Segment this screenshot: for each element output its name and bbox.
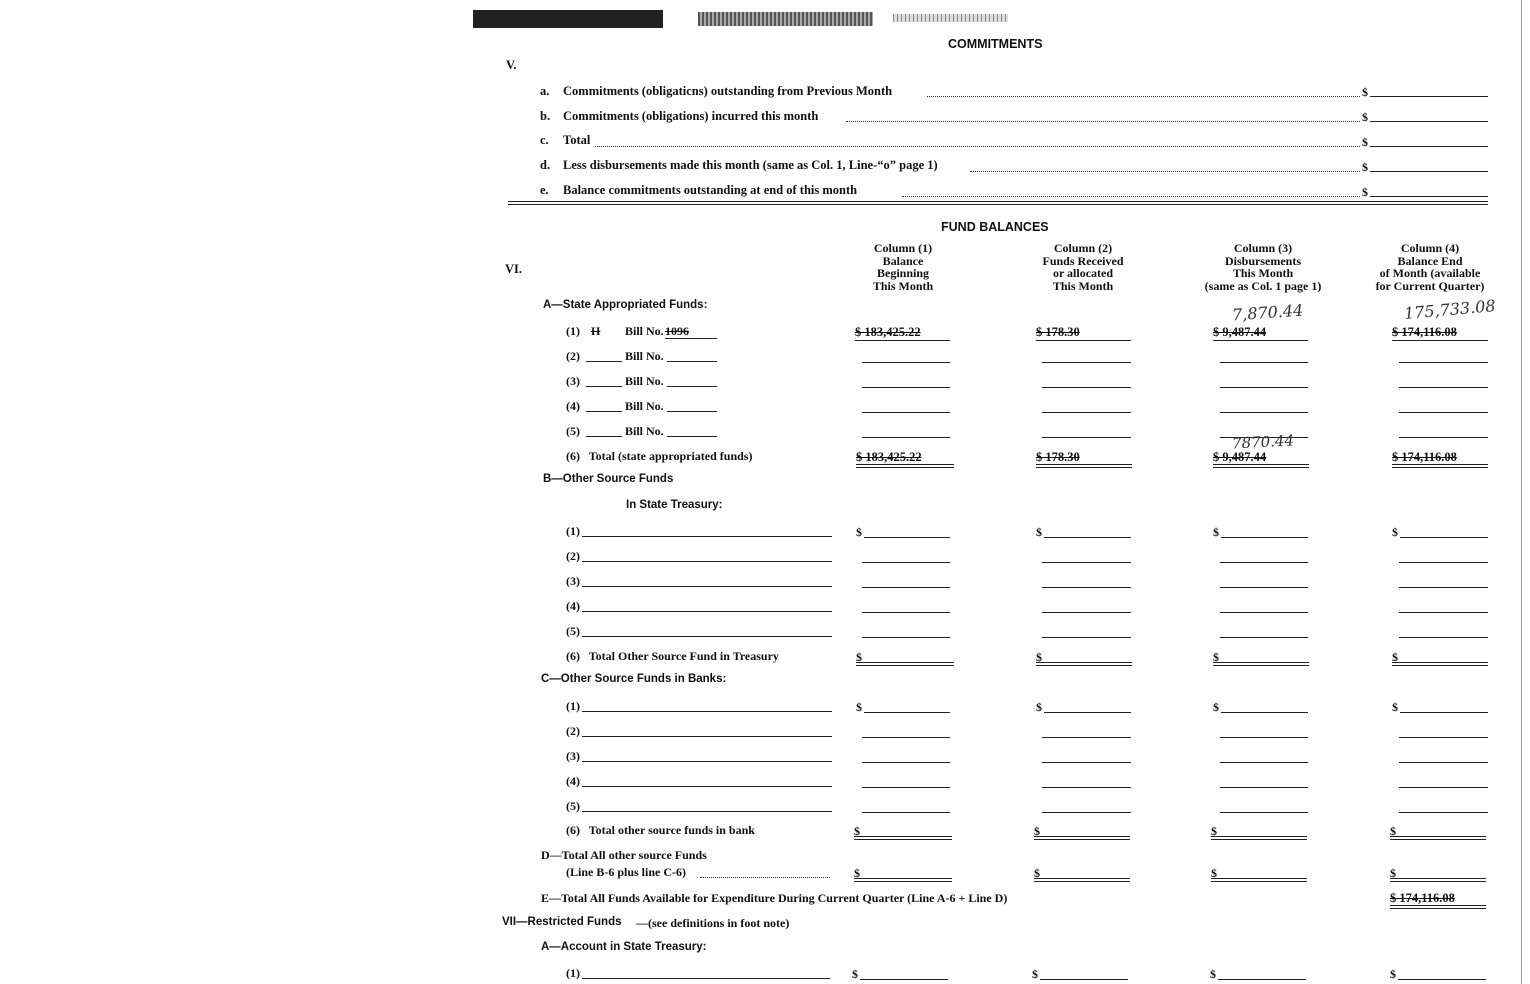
col3-total-field[interactable] xyxy=(1213,662,1309,663)
col1-field[interactable] xyxy=(862,737,950,738)
redaction-bar-1 xyxy=(473,10,663,28)
col2-field[interactable] xyxy=(1042,812,1131,813)
right-page-edge xyxy=(1521,0,1522,984)
redaction-bar-3 xyxy=(893,14,1008,22)
dollar-sign: $ xyxy=(856,525,862,539)
col4-field[interactable] xyxy=(1399,612,1488,613)
dollar-sign: $ xyxy=(856,700,862,714)
col2-field[interactable] xyxy=(1042,562,1131,563)
row-number: (3) xyxy=(566,574,580,588)
col4-field[interactable] xyxy=(1400,537,1488,538)
column-3-header: Column (3) Disbursements This Month (same as Col. 1 page 1) xyxy=(1204,241,1322,293)
col2-total[interactable]: $ 178.30 xyxy=(1036,450,1080,464)
description-field[interactable] xyxy=(582,611,832,612)
total-label: (6) Total Other Source Fund in Treasury xyxy=(566,649,779,663)
handwritten-col4-row1: 175,733.08 xyxy=(1403,296,1497,323)
line-letter: d. xyxy=(540,158,551,172)
section-d-line1: D—Total All other source Funds xyxy=(541,848,707,862)
section-b-subheading: In State Treasury: xyxy=(626,499,723,511)
description-field[interactable] xyxy=(582,561,832,562)
bill-label: Bill No. xyxy=(625,374,664,388)
row-number: (3) xyxy=(566,374,580,388)
dollar-sign: $ xyxy=(1362,110,1368,124)
amount-field[interactable] xyxy=(1370,146,1488,147)
col2-total-field[interactable] xyxy=(1034,878,1130,879)
dollar-sign: $ xyxy=(1392,650,1398,664)
col3-field[interactable] xyxy=(1220,612,1308,613)
col1-field[interactable] xyxy=(862,787,950,788)
col4-field[interactable] xyxy=(1399,562,1488,563)
col4-field[interactable] xyxy=(1399,362,1488,363)
column-4-header: Column (4) Balance End of Month (available for Current Quarter) xyxy=(1375,241,1485,293)
dollar-sign: $ xyxy=(1213,700,1219,714)
handwritten-col3-row1: 7,870.44 xyxy=(1231,300,1304,325)
bill-label: Bill No. xyxy=(625,399,664,413)
col2-value[interactable]: $ 178.30 xyxy=(1036,325,1080,339)
total-label: (6) Total other source funds in bank xyxy=(566,823,755,837)
line-text: Commitments (obligaticns) outstanding from Previous Month xyxy=(563,84,893,98)
dollar-sign: $ xyxy=(1211,866,1217,880)
col1-field[interactable] xyxy=(862,587,950,588)
col2-field[interactable] xyxy=(1042,437,1131,438)
col3-field[interactable] xyxy=(1220,637,1308,638)
col4-field[interactable] xyxy=(1399,437,1488,438)
column-2-header: Column (2) Funds Received or allocated This Month xyxy=(1042,241,1124,293)
dollar-sign: $ xyxy=(856,650,862,664)
col4-field[interactable] xyxy=(1399,812,1488,813)
fund-balances-title: FUND BALANCES xyxy=(941,220,1049,234)
dollar-sign: $ xyxy=(1362,135,1368,149)
bill-number-field[interactable] xyxy=(667,411,717,412)
col2-field[interactable] xyxy=(1040,979,1128,980)
column-1-header: Column (1) Balance Beginning This Month xyxy=(872,241,934,293)
amount-field[interactable] xyxy=(1370,196,1488,197)
section-divider xyxy=(508,201,1488,202)
col4-total-field[interactable] xyxy=(1390,878,1486,879)
col3-field[interactable] xyxy=(1220,812,1308,813)
col4-field[interactable] xyxy=(1399,637,1488,638)
dollar-sign: $ xyxy=(854,866,860,880)
row-number: (4) xyxy=(566,599,580,613)
section-d-line2: (Line B-6 plus line C-6) xyxy=(566,865,687,879)
col3-field[interactable] xyxy=(1220,412,1308,413)
section-b-heading: B—Other Source Funds xyxy=(543,473,674,485)
line-letter: b. xyxy=(540,109,551,123)
col4-field[interactable] xyxy=(1399,387,1488,388)
col4-total-field[interactable] xyxy=(1390,836,1486,837)
col1-field[interactable] xyxy=(862,412,950,413)
row-number: (5) xyxy=(566,799,580,813)
dollar-sign: $ xyxy=(1036,650,1042,664)
amount-field[interactable] xyxy=(1370,96,1488,97)
col1-field[interactable] xyxy=(862,637,950,638)
col2-field[interactable] xyxy=(1042,412,1131,413)
col2-field[interactable] xyxy=(1042,762,1131,763)
col2-field[interactable] xyxy=(1042,362,1131,363)
col4-field[interactable] xyxy=(1399,787,1488,788)
col1-total-field[interactable] xyxy=(854,878,952,879)
dollar-sign: $ xyxy=(1213,650,1219,664)
dollar-sign: $ xyxy=(1390,967,1396,981)
bill-label: Bill No. xyxy=(625,324,664,338)
col3-field[interactable] xyxy=(1221,712,1308,713)
handwritten-col3-total: 7870.44 xyxy=(1231,431,1295,453)
dollar-sign: $ xyxy=(1362,160,1368,174)
dollar-sign: $ xyxy=(1036,525,1042,539)
col4-value[interactable]: $ 174,116.08 xyxy=(1392,325,1457,339)
restricted-funds-note: —(see definitions in foot note) xyxy=(636,916,790,930)
col3-field[interactable] xyxy=(1220,762,1308,763)
description-field[interactable] xyxy=(582,636,832,637)
bill-number-field[interactable] xyxy=(667,436,717,437)
dollar-sign: $ xyxy=(1392,525,1398,539)
dollar-sign: $ xyxy=(1390,824,1396,838)
col1-field[interactable] xyxy=(860,979,948,980)
section-c-heading: C—Other Source Funds in Banks: xyxy=(541,673,727,685)
row-number: (1) xyxy=(566,524,580,538)
redaction-bar-2 xyxy=(698,12,873,26)
col1-total-field[interactable] xyxy=(856,662,954,663)
row-number: (1) xyxy=(566,699,580,713)
section-vi-number: VI. xyxy=(505,262,523,276)
description-field[interactable] xyxy=(582,711,832,712)
row-number: (1) xyxy=(566,324,580,338)
line-letter: a. xyxy=(540,84,550,98)
col3-field[interactable] xyxy=(1220,737,1308,738)
dollar-sign: $ xyxy=(1362,85,1368,99)
description-field[interactable] xyxy=(582,811,832,812)
line-text: Total xyxy=(563,133,591,147)
row-number: (5) xyxy=(566,424,580,438)
section-e-text: E—Total All Funds Available for Expenditure During Current Quarter (Line A-6 + Line D) xyxy=(541,891,1008,905)
col4-total[interactable]: $ 174,116.08 xyxy=(1392,450,1457,464)
row-number: (1) xyxy=(566,966,580,980)
col1-field[interactable] xyxy=(862,762,950,763)
description-field[interactable] xyxy=(582,736,832,737)
col1-total[interactable]: $ 183,425.22 xyxy=(856,450,922,464)
col3-field[interactable] xyxy=(1220,387,1308,388)
col2-field[interactable] xyxy=(1042,637,1131,638)
col4-field[interactable] xyxy=(1399,587,1488,588)
col1-total-field[interactable] xyxy=(854,836,952,837)
col1-field[interactable] xyxy=(862,387,950,388)
section-v-number: V. xyxy=(506,58,517,72)
col3-field[interactable] xyxy=(1218,979,1306,980)
col3-total-field[interactable] xyxy=(1211,878,1307,879)
bill-number-field[interactable] xyxy=(667,386,717,387)
dollar-sign: $ xyxy=(1392,700,1398,714)
row-number: (3) xyxy=(566,749,580,763)
col4-field[interactable] xyxy=(1399,762,1488,763)
col4-field[interactable] xyxy=(1399,737,1488,738)
col2-total-field[interactable] xyxy=(1036,662,1132,663)
col3-value[interactable]: $ 9,487.44 xyxy=(1213,325,1267,339)
dollar-sign: $ xyxy=(1390,866,1396,880)
col3-field[interactable] xyxy=(1221,537,1308,538)
dollar-sign: $ xyxy=(854,824,860,838)
col3-field[interactable] xyxy=(1220,787,1308,788)
amount-field[interactable] xyxy=(1370,171,1488,172)
dollar-sign: $ xyxy=(1211,824,1217,838)
description-field[interactable] xyxy=(582,761,832,762)
col1-field[interactable] xyxy=(864,712,950,713)
bill-label: Bill No. xyxy=(625,349,664,363)
col1-field[interactable] xyxy=(864,537,950,538)
col2-field[interactable] xyxy=(1042,612,1131,613)
row-number: (2) xyxy=(566,549,580,563)
dollar-sign: $ xyxy=(1210,967,1216,981)
dollar-sign: $ xyxy=(1032,967,1038,981)
row-number: (2) xyxy=(566,724,580,738)
col2-field[interactable] xyxy=(1044,712,1131,713)
bill-number-field[interactable] xyxy=(667,361,717,362)
col2-field[interactable] xyxy=(1042,387,1131,388)
section-a-heading: A—State Appropriated Funds: xyxy=(543,299,708,311)
row-number: (4) xyxy=(566,774,580,788)
line-text: Commitments (obligations) incurred this month xyxy=(563,109,819,123)
dollar-sign: $ xyxy=(852,967,858,981)
col1-field[interactable] xyxy=(862,362,950,363)
restricted-account-heading: A—Account in State Treasury: xyxy=(541,941,707,953)
dollar-sign: $ xyxy=(1213,525,1219,539)
dollar-sign: $ xyxy=(1036,700,1042,714)
col2-field[interactable] xyxy=(1042,587,1131,588)
section-divider xyxy=(508,204,1488,205)
total-label: (6) Total (state appropriated funds) xyxy=(566,449,753,463)
col3-field[interactable] xyxy=(1220,362,1308,363)
col1-field[interactable] xyxy=(862,437,950,438)
line-text: Less disbursements made this month (same as Col. 1, Line-“o” page 1) xyxy=(563,158,938,172)
line-text: Balance commitments outstanding at end of this month xyxy=(563,183,858,197)
dollar-sign: $ xyxy=(1034,824,1040,838)
col3-total-field[interactable] xyxy=(1211,836,1307,837)
col4-total-field[interactable] xyxy=(1392,662,1488,663)
col2-field[interactable] xyxy=(1042,737,1131,738)
description-field[interactable] xyxy=(582,978,830,979)
line-letter: c. xyxy=(540,133,549,147)
col3-total[interactable]: $ 9,487.44 xyxy=(1213,450,1267,464)
col1-field[interactable] xyxy=(862,612,950,613)
bill-number[interactable]: 1096 xyxy=(665,324,689,338)
bill-label: Bill No. xyxy=(625,424,664,438)
description-field[interactable] xyxy=(582,786,832,787)
description-field[interactable] xyxy=(582,536,832,537)
col4-field[interactable] xyxy=(1399,412,1488,413)
row-number: (4) xyxy=(566,399,580,413)
row-number: (5) xyxy=(566,624,580,638)
line-letter: e. xyxy=(540,183,549,197)
amount-field[interactable] xyxy=(1370,121,1488,122)
col1-field[interactable] xyxy=(862,562,950,563)
col1-field[interactable] xyxy=(862,812,950,813)
col1-value[interactable]: $ 183,425.22 xyxy=(855,325,921,339)
dollar-sign: $ xyxy=(1034,866,1040,880)
col4-field[interactable] xyxy=(1398,979,1486,980)
col4-field[interactable] xyxy=(1400,712,1488,713)
description-field[interactable] xyxy=(582,586,832,587)
dollar-sign: $ xyxy=(1362,185,1368,199)
col2-field[interactable] xyxy=(1044,537,1131,538)
row-mark: H xyxy=(591,324,601,338)
col3-field[interactable] xyxy=(1220,587,1308,588)
row-number: (2) xyxy=(566,349,580,363)
grand-total-value[interactable]: $ 174,116.08 xyxy=(1390,891,1455,905)
col2-total-field[interactable] xyxy=(1034,836,1130,837)
commitments-title: COMMITMENTS xyxy=(948,37,1043,51)
col2-field[interactable] xyxy=(1042,787,1131,788)
col3-field[interactable] xyxy=(1220,562,1308,563)
restricted-funds-heading: VII—Restricted Funds xyxy=(502,916,622,928)
